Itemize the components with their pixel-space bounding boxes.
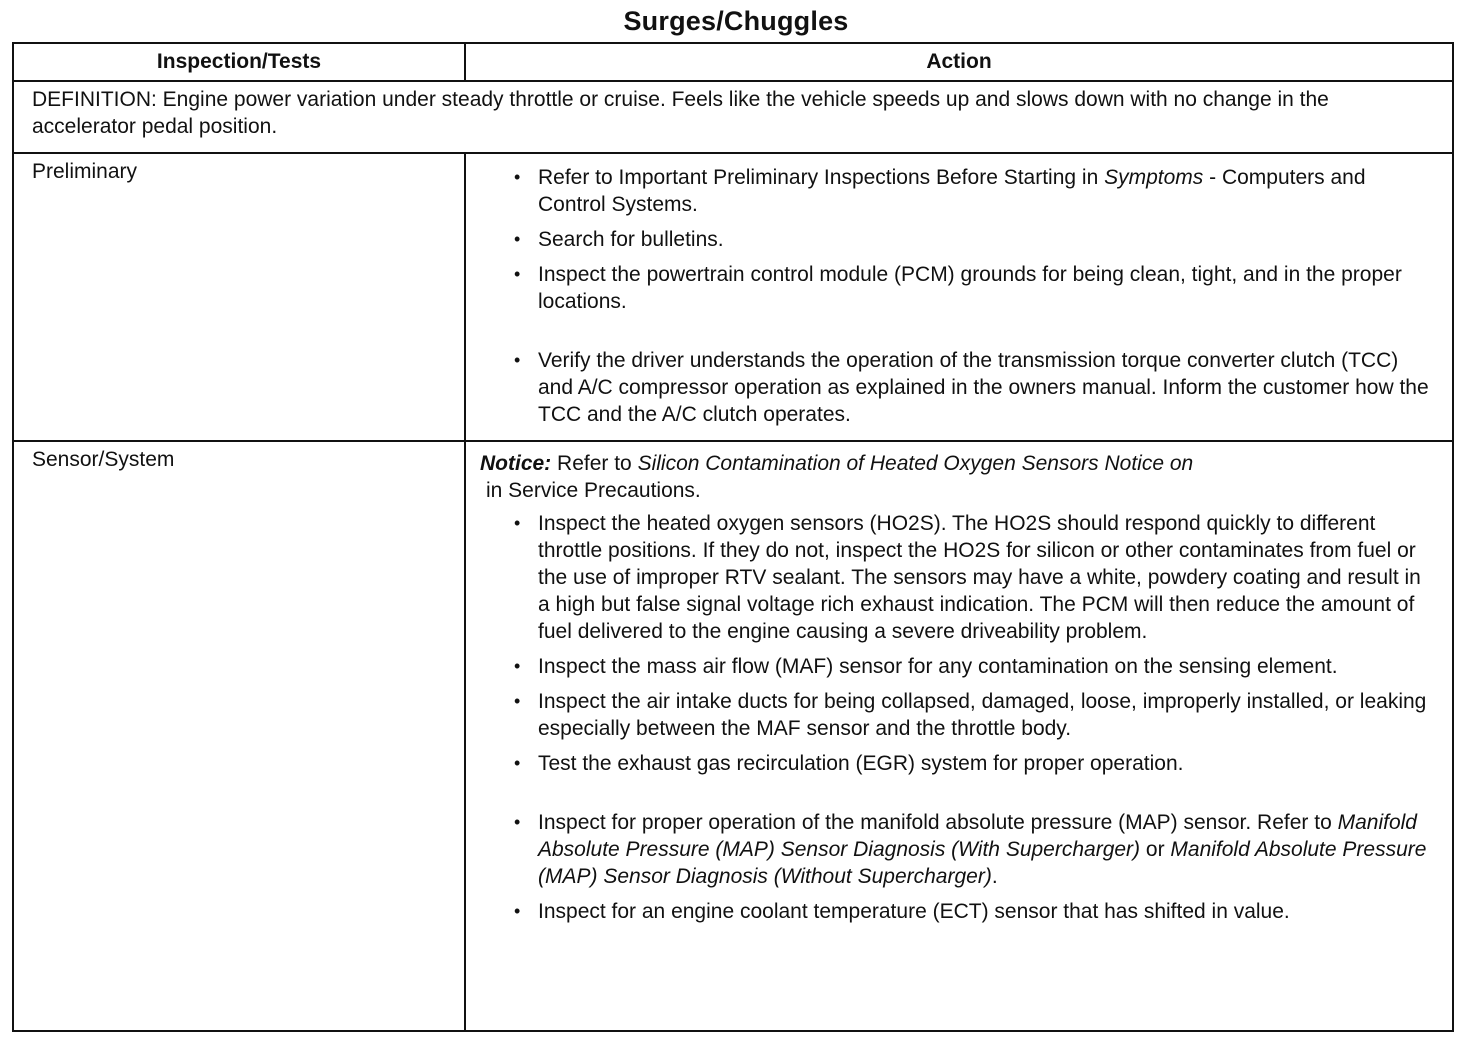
list-item: • Inspect for proper operation of the manifold absolute pressure (MAP) sensor. Refer to Manifold Absolute Pressure (MAP) Sensor Diagnosis (With Supercharger) or Manifold Absolute Pressure (MAP) Sensor Diagnosis (Without Supercharger).: [510, 809, 1438, 890]
sensor-system-actions: [465, 441, 1453, 1031]
page-title: Surges/Chuggles: [623, 6, 849, 36]
list-item: • Search for bulletins.: [510, 226, 1438, 253]
list-item: • Inspect the powertrain control module (PCM) grounds for being clean, tight, and in the proper locations.: [510, 261, 1438, 315]
notice-label: Notice:: [480, 452, 552, 475]
row-label-sensor-system: Sensor/System: [13, 441, 465, 1031]
header-action: Action: [465, 43, 1453, 81]
definition-row: [13, 81, 1453, 153]
header-row: [13, 43, 1453, 81]
list-item: • Verify the driver understands the operation of the transmission torque converter clutch (TCC) and A/C compressor operation as explained in the owners manual. Inform the customer how the TCC and the A/C clutch operates.: [510, 347, 1438, 428]
sensor-system-list: [480, 510, 1438, 925]
list-item: • Inspect the mass air flow (MAF) sensor for any contamination on the sensing element.: [510, 653, 1438, 680]
preliminary-actions: [465, 153, 1453, 441]
definition-text: DEFINITION: Engine power variation under steady throttle or cruise. Feels like the vehicle speeds up and slows down with no change in the accelerator pedal position.: [13, 81, 1453, 153]
header-inspection-tests: Inspection/Tests: [13, 43, 465, 81]
list-item: • Inspect the air intake ducts for being collapsed, damaged, loose, improperly installed, or leaking especially between the MAF sensor and the throttle body.: [510, 688, 1438, 742]
list-item: • Test the exhaust gas recirculation (EGR) system for proper operation.: [510, 750, 1438, 777]
list-item: • Refer to Important Preliminary Inspections Before Starting in Symptoms - Computers and Control Systems.: [510, 164, 1438, 218]
list-item: • Inspect the heated oxygen sensors (HO2S). The HO2S should respond quickly to different throttle positions. If they do not, inspect the HO2S for silicon or other contaminates from fuel or the use of improper RTV sealant. The sensors may have a white, powdery coating and result in a high but false signal voltage rich exhaust indication. The PCM will then reduce the amount of fuel delivered to the engine causing a severe driveability problem.: [510, 510, 1438, 645]
row-label-preliminary: Preliminary: [13, 153, 465, 441]
list-item: • Inspect for an engine coolant temperature (ECT) sensor that has shifted in value.: [510, 898, 1438, 925]
table-row: [13, 441, 1453, 1031]
preliminary-list: [480, 164, 1438, 428]
diagnosis-table: [12, 42, 1454, 1032]
notice-text: Notice: Refer to Silicon Contamination of Heated Oxygen Sensors Notice on in Service Precautions.: [480, 452, 1194, 502]
table-row: [13, 153, 1453, 441]
